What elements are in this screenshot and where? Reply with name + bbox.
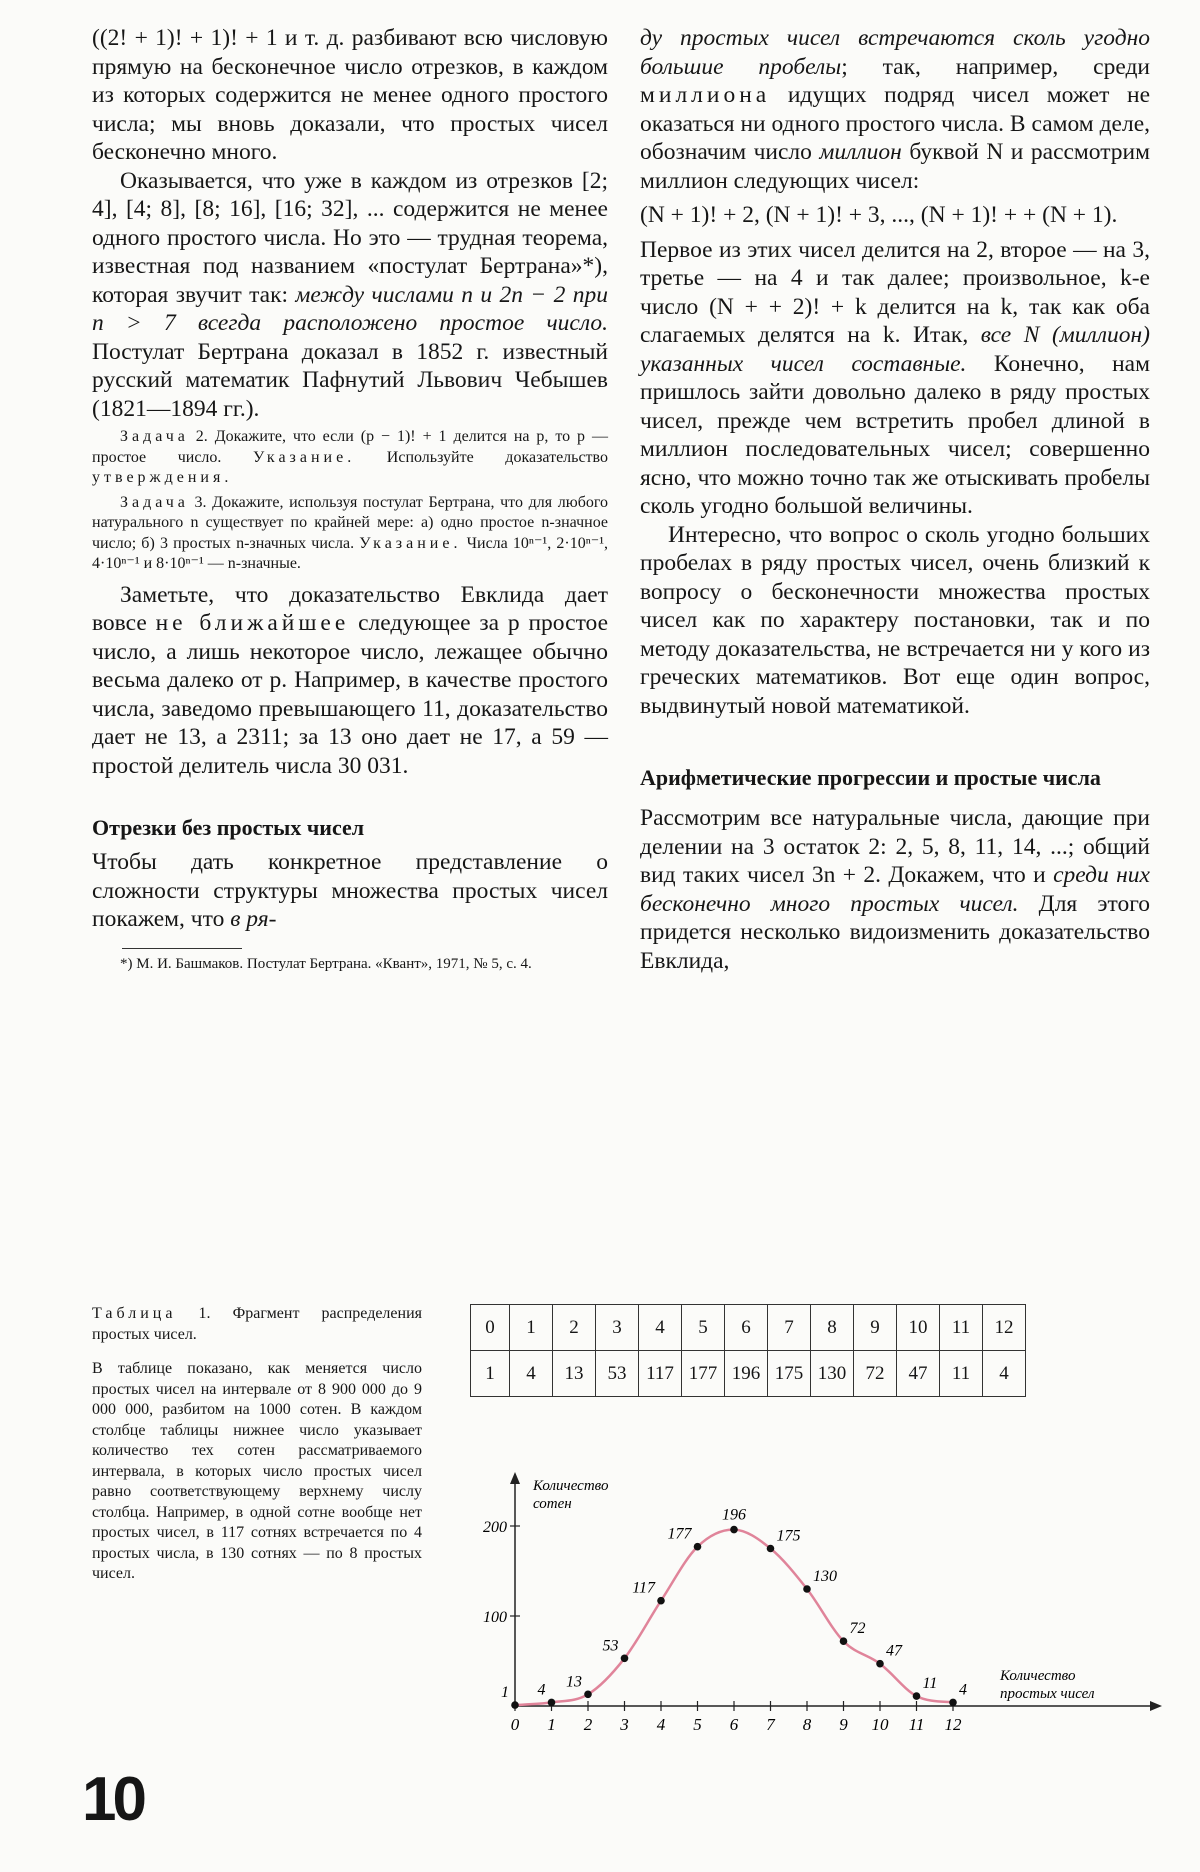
data-point bbox=[913, 1692, 921, 1700]
table-cell: 3 bbox=[596, 1305, 639, 1351]
x-tick-label: 9 bbox=[839, 1715, 848, 1734]
table-cell: 72 bbox=[854, 1351, 897, 1397]
table-cell: 13 bbox=[553, 1351, 596, 1397]
caption-text: В таблице показано, как меняется число простых чисел на интервале от 8 900 000 до 9 000 000, разбитом на 1000 сотен. В каждом столбце таблицы нижнее число указывает количество тех сотен рассматриваемого интервала, в которых число простых чисел равно соответствующему верхнему числу столбца. Например, в одной сотне вообще нет простых чисел, в 117 сотнях встречается по 4 простых числа, в 130 сотнях — по 8 простых чисел. bbox=[92, 1360, 422, 1582]
paragraph: ду простых чисел встречаются сколь угодно большие пробелы; так, например, среди миллиона идущих подряд чисел может не оказаться ни одного простого числа. В самом деле, обозначим число миллион буквой N и рассмотрим миллион следующих чисел: bbox=[640, 25, 1150, 194]
footnote: *) М. И. Башмаков. Постулат Бертрана. «Квант», 1971, № 5, с. 4. bbox=[120, 955, 532, 972]
section-heading: Отрезки без простых чисел bbox=[92, 815, 365, 840]
data-point bbox=[949, 1699, 957, 1707]
x-tick-label: 1 bbox=[547, 1715, 556, 1734]
table-row bbox=[471, 1305, 1026, 1351]
data-label: 53 bbox=[602, 1637, 619, 1655]
data-point bbox=[840, 1637, 848, 1645]
y-axis-arrow bbox=[510, 1472, 520, 1484]
x-tick-label: 11 bbox=[908, 1715, 925, 1734]
y-tick-label: 200 bbox=[483, 1519, 507, 1536]
data-point bbox=[548, 1699, 556, 1707]
section-heading: Арифметические прогрессии и простые числа bbox=[640, 765, 1101, 790]
x-tick-label: 7 bbox=[766, 1715, 775, 1734]
x-tick-label: 5 bbox=[693, 1715, 702, 1734]
x-tick-label: 0 bbox=[510, 1715, 520, 1734]
table-cell: 0 bbox=[471, 1305, 510, 1351]
y-axis-label: Количество bbox=[533, 1478, 609, 1494]
table-cell: 1 bbox=[510, 1305, 553, 1351]
x-tick-label: 12 bbox=[944, 1715, 962, 1734]
x-tick-label: 2 bbox=[583, 1715, 593, 1734]
table-cell: 4 bbox=[639, 1305, 682, 1351]
table-cell: 47 bbox=[897, 1351, 940, 1397]
data-point bbox=[621, 1655, 629, 1663]
data-point bbox=[730, 1526, 738, 1534]
table-cell: 117 bbox=[639, 1351, 682, 1397]
footnote-rule bbox=[122, 948, 242, 949]
data-label: 13 bbox=[566, 1673, 582, 1691]
x-tick-label: 3 bbox=[620, 1715, 629, 1734]
caption-title: Таблица 1. Фрагмент распределения простых чисел. bbox=[92, 1305, 422, 1343]
table-cell: 11 bbox=[940, 1305, 983, 1351]
table-cell: 12 bbox=[983, 1305, 1026, 1351]
data-label: 196 bbox=[722, 1506, 746, 1524]
data-label: 130 bbox=[813, 1568, 837, 1585]
x-axis-label: Количество bbox=[1000, 1668, 1076, 1684]
paragraph: Чтобы дать конкретное представление о сложности структуры множества простых чисел покажем, что в ря- bbox=[92, 849, 608, 932]
table-cell: 4 bbox=[983, 1351, 1026, 1397]
data-point bbox=[803, 1585, 811, 1593]
data-label: 72 bbox=[849, 1620, 866, 1638]
task-2: Задача 2. Докажите, что если (p − 1)! + 1 делится на p, то p — простое число. Указание. Используйте доказательство утверждения. bbox=[92, 428, 608, 486]
distribution-chart bbox=[470, 1470, 1170, 1750]
paragraph: Заметьте, что доказательство Евклида дает вовсе не ближайшее следующее за p простое число, а лишь некоторое число, лежащее обычно весьма далеко от p. Например, в качестве простого числа, заведомо превышающего 11, доказательство дает не 13, а 2311; за 13 оно дает не 17, а 59 — простой делитель числа 30 031. bbox=[92, 581, 608, 779]
data-point bbox=[694, 1543, 702, 1551]
y-axis-label: сотен bbox=[533, 1496, 572, 1512]
x-tick-label: 8 bbox=[802, 1715, 812, 1734]
table-cell: 177 bbox=[682, 1351, 725, 1397]
data-label: 177 bbox=[667, 1525, 692, 1543]
table-cell: 53 bbox=[596, 1351, 639, 1397]
table-cell: 6 bbox=[725, 1305, 768, 1351]
table-caption bbox=[92, 1304, 422, 1585]
data-point bbox=[767, 1545, 775, 1553]
table-cell: 2 bbox=[553, 1305, 596, 1351]
data-label: 11 bbox=[922, 1675, 938, 1693]
data-label: 117 bbox=[632, 1579, 655, 1597]
data-label: 4 bbox=[537, 1681, 546, 1699]
table-cell: 196 bbox=[725, 1351, 768, 1397]
page-number: 10 bbox=[82, 1765, 143, 1834]
data-label: 1 bbox=[501, 1684, 509, 1702]
table-cell: 175 bbox=[768, 1351, 811, 1397]
data-point bbox=[511, 1701, 519, 1709]
distribution-table bbox=[470, 1304, 1026, 1397]
table-cell: 1 bbox=[471, 1351, 510, 1397]
table-cell: 8 bbox=[811, 1305, 854, 1351]
data-label: 47 bbox=[886, 1642, 902, 1660]
paragraph: Оказывается, что уже в каждом из отрезков [2; 4], [4; 8], [8; 16], [16; 32], ... содержится не менее одного простого числа. Но это — трудная теорема, известная под названием «постулат Бертрана»*), которая звучит так: между числами n и 2n − 2 при n > 7 всегда расположено простое число. Постулат Бертрана доказал в 1852 г. известный русский математик Пафнутий Львович Чебышев (1821—1894 гг.). bbox=[92, 167, 608, 422]
x-tick-label: 6 bbox=[729, 1715, 739, 1734]
paragraph: Рассмотрим все натуральные числа, дающие при делении на 3 остаток 2: 2, 5, 8, 11, 14, ...; общий вид таких чисел 3n + 2. Докажем, что и среди них бесконечно много простых чисел. Для этого придется несколько видоизменить доказательство Евклида, bbox=[640, 805, 1151, 974]
table-cell: 4 bbox=[510, 1351, 553, 1397]
table-cell: 9 bbox=[854, 1305, 897, 1351]
x-axis-arrow bbox=[1150, 1701, 1162, 1711]
y-tick-label: 100 bbox=[483, 1609, 507, 1626]
x-tick-label: 10 bbox=[871, 1715, 889, 1734]
data-label: 4 bbox=[959, 1681, 967, 1699]
table-cell: 5 bbox=[682, 1305, 725, 1351]
formula: (N + 1)! + 2, (N + 1)! + 3, ..., (N + 1)! + + (N + 1). bbox=[640, 202, 1118, 228]
x-axis-label: простых чисел bbox=[1000, 1686, 1095, 1702]
task-3: Задача 3. Докажите, используя постулат Бертрана, что для любого натурального n существует по крайней мере: а) одно простое n-значное число; б) 3 простых n-значных числа. Указание. Числа 10ⁿ⁻¹, 2·10ⁿ⁻¹, 4·10ⁿ⁻¹ и 8·10ⁿ⁻¹ — n-значные. bbox=[92, 493, 608, 572]
x-tick-label: 4 bbox=[656, 1715, 666, 1734]
table-cell: 7 bbox=[768, 1305, 811, 1351]
data-label: 175 bbox=[776, 1527, 801, 1545]
data-point bbox=[876, 1660, 884, 1668]
right-column bbox=[640, 24, 1150, 975]
table-cell: 130 bbox=[811, 1351, 854, 1397]
paragraph: ((2! + 1)! + 1)! + 1 и т. д. разбивают всю числовую прямую на бесконечное число отрезков, в каждом из которых содержится не менее одного простого числа; мы вновь доказали, что простых чисел бесконечно много. bbox=[92, 25, 608, 165]
paragraph: Первое из этих чисел делится на 2, второе — на 3, третье — на 4 и так далее; произвольное, k-е число (N + + 2)! + k делится на k, так как оба слагаемых делятся на k. Итак, все N (миллион) указанных чисел составные. Конечно, нам пришлось зайти довольно далеко в ряду простых чисел, прежде чем встретить пробел длиной в миллион последовательных чисел; совершенно ясно, что можно точно так же отыскивать пробелы сколь угодно большой величины. bbox=[640, 236, 1150, 519]
left-column bbox=[92, 24, 608, 974]
data-point bbox=[657, 1597, 665, 1605]
table-row bbox=[471, 1351, 1026, 1397]
table-cell: 10 bbox=[897, 1305, 940, 1351]
table-cell: 11 bbox=[940, 1351, 983, 1397]
data-point bbox=[584, 1691, 592, 1699]
paragraph: Интересно, что вопрос о сколь угодно больших пробелах в ряду простых чисел, очень близкий к вопросу о бесконечности множества простых чисел как по характеру постановки, так и по методу доказательства, не встречается ни у кого из греческих математиков. Вот еще один вопрос, выдвинутый новой математикой. bbox=[640, 521, 1150, 719]
